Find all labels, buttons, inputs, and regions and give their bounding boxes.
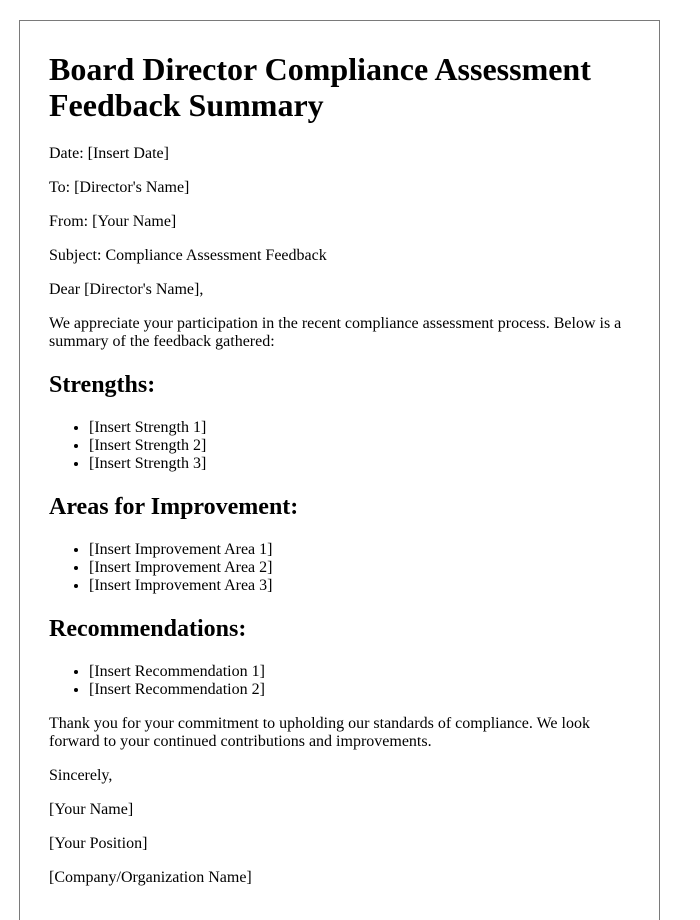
strength-item: • [Insert Strength 3] (89, 455, 630, 473)
strength-item: • [Insert Strength 1] (89, 419, 630, 437)
intro-paragraph: We appreciate your participation in the recent compliance assessment process. Below is a summary of the feedback gathered: (49, 315, 622, 350)
date-line: Date: [Insert Date] (49, 145, 169, 162)
strength-item: • [Insert Strength 2] (89, 437, 630, 455)
letter-title: Board Director Compliance Assessment Feedback Summary (49, 51, 591, 123)
letter-page (19, 20, 660, 920)
from-line: From: [Your Name] (49, 213, 177, 230)
recommendations-heading: Recommendations: (49, 616, 247, 642)
improvement-heading: Areas for Improvement: (49, 494, 299, 520)
subject-line: Subject: Compliance Assessment Feedback (49, 247, 327, 264)
recommendation-item: • [Insert Recommendation 2] (89, 681, 630, 699)
sender-name: [Your Name] (49, 801, 134, 818)
sender-position: [Your Position] (49, 835, 148, 852)
signoff: Sincerely, (49, 767, 113, 784)
salutation: Dear [Director's Name], (49, 281, 204, 298)
improvement-list (49, 541, 630, 595)
to-line: To: [Director's Name] (49, 179, 190, 196)
closing-paragraph: Thank you for your commitment to upholding our standards of compliance. We look forward to your continued contributions and improvements. (49, 715, 590, 750)
recommendation-item: • [Insert Recommendation 1] (89, 663, 630, 681)
sender-organization: [Company/Organization Name] (49, 869, 252, 886)
improvement-item: • [Insert Improvement Area 2] (89, 559, 630, 577)
strengths-heading: Strengths: (49, 372, 156, 398)
strengths-list (49, 419, 630, 473)
improvement-item: • [Insert Improvement Area 3] (89, 577, 630, 595)
recommendations-list (49, 663, 630, 699)
improvement-item: • [Insert Improvement Area 1] (89, 541, 630, 559)
